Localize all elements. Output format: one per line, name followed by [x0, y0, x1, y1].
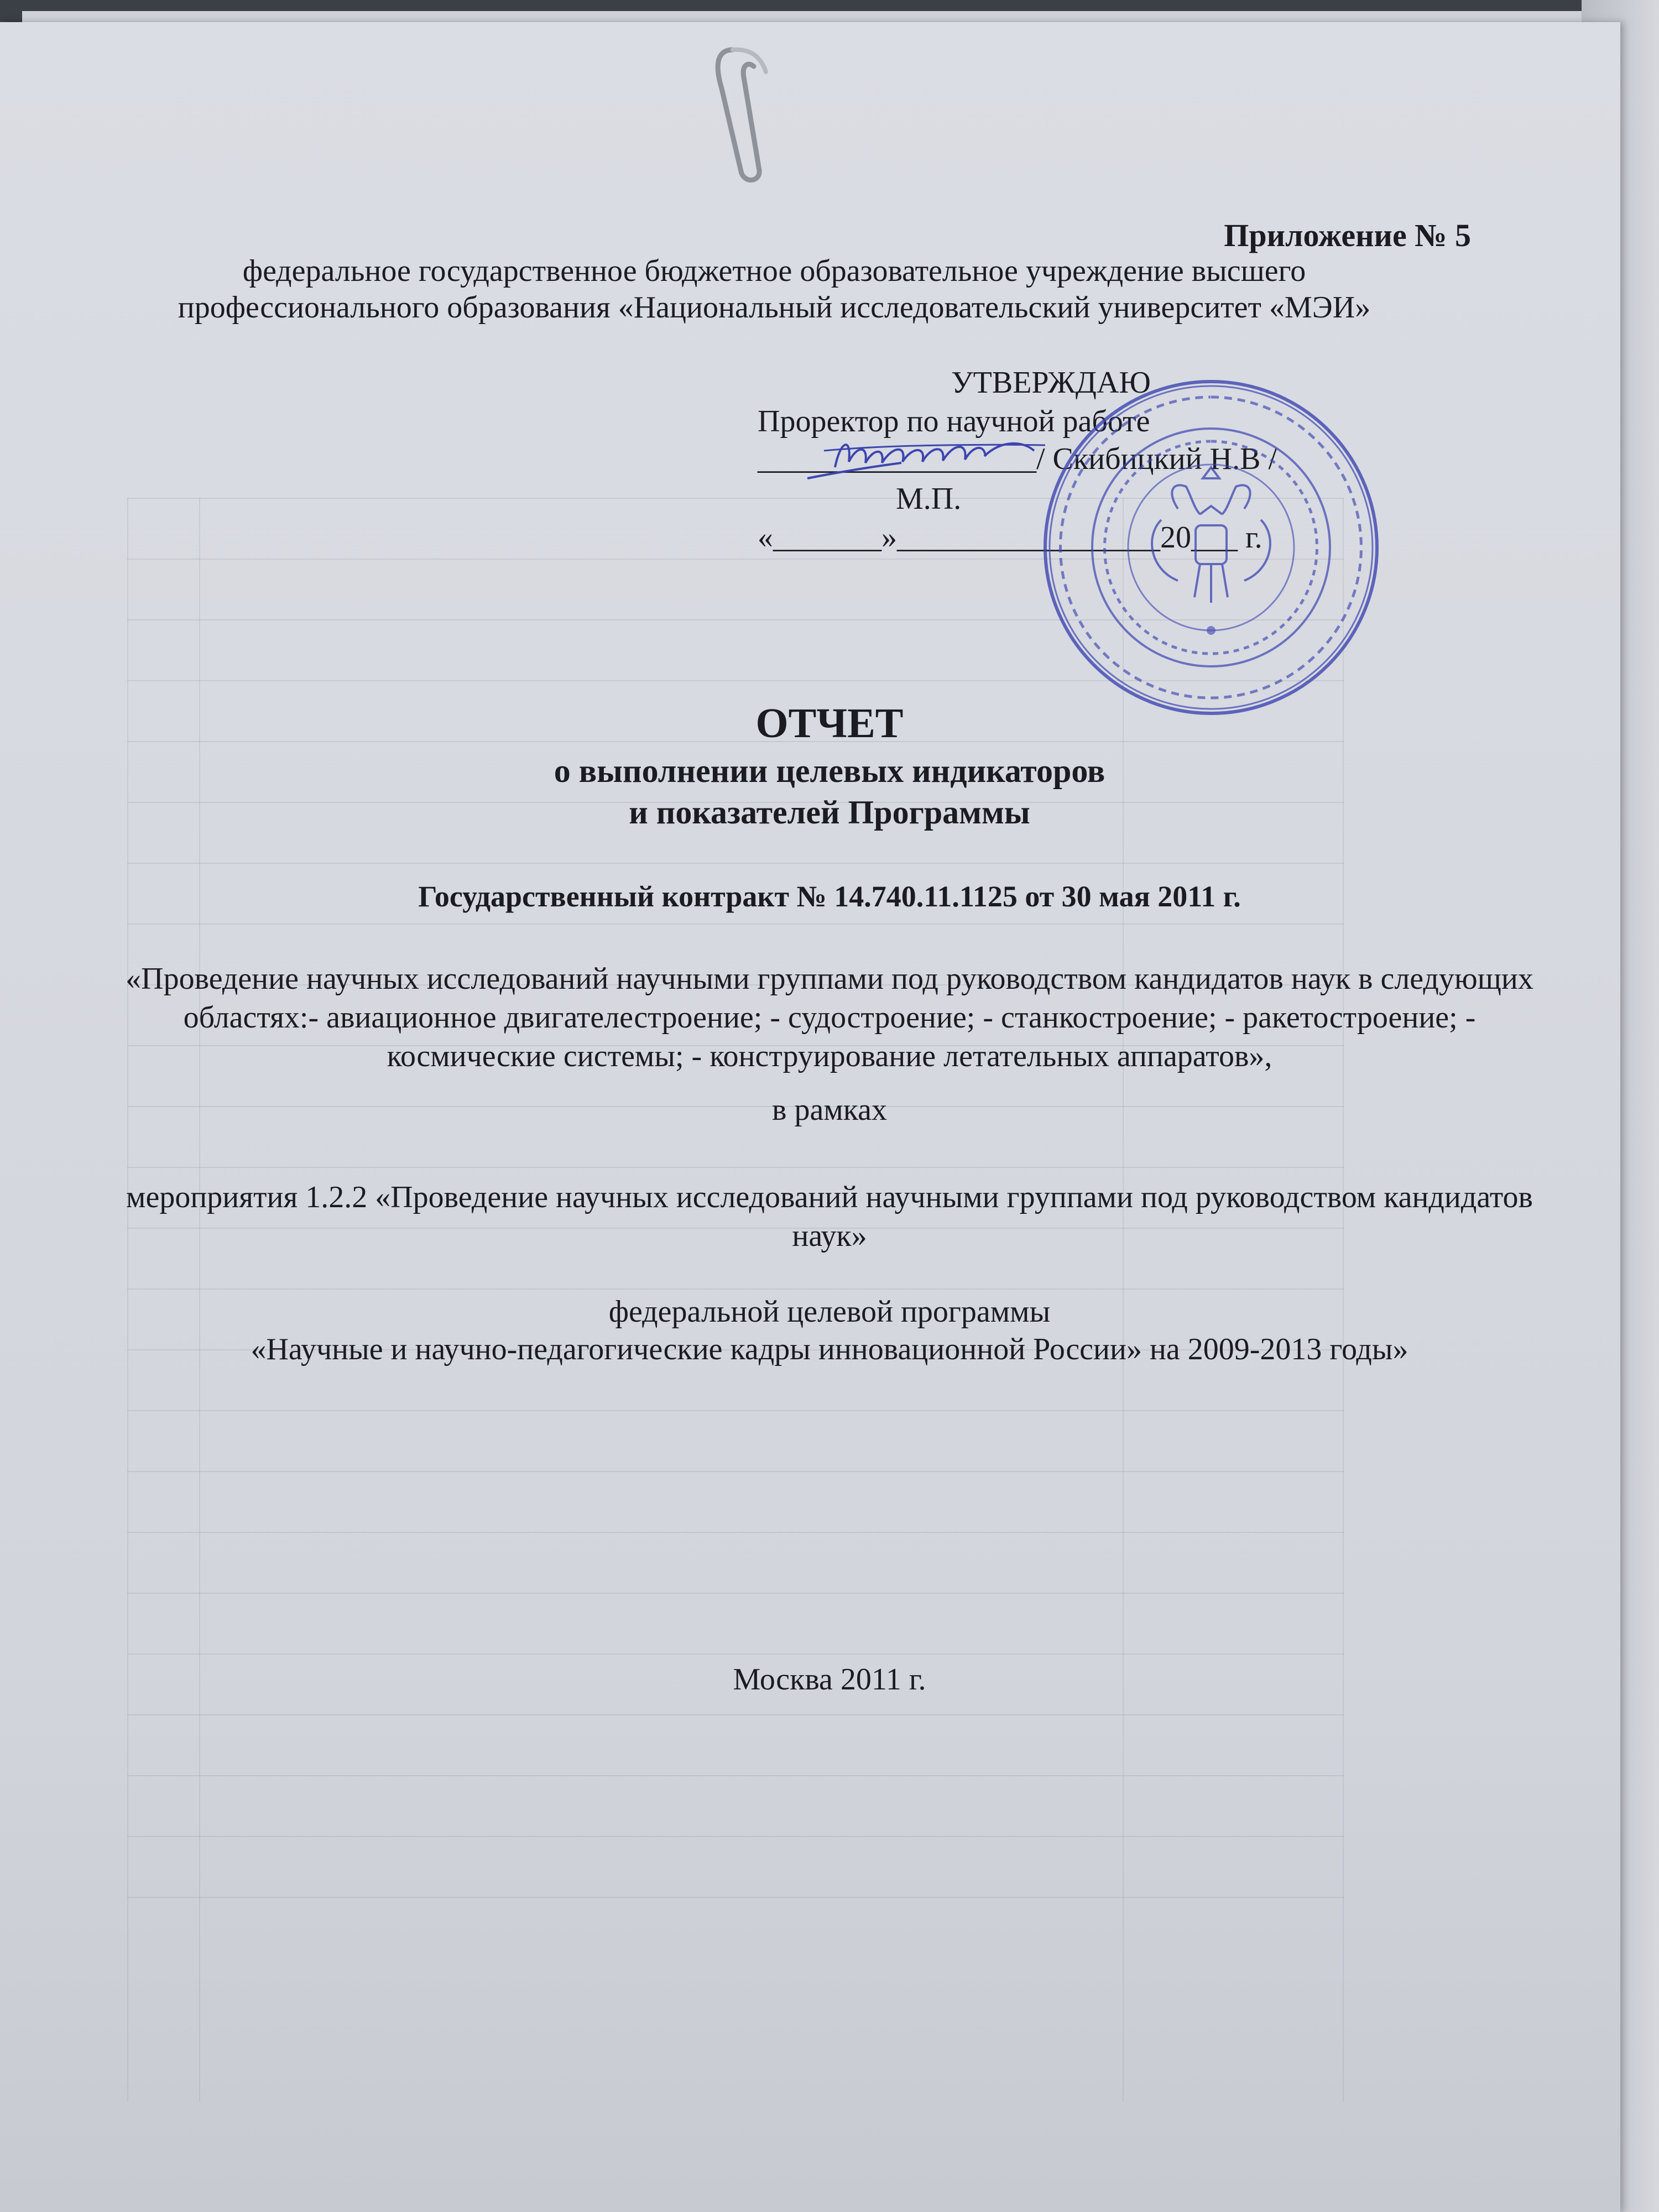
approval-heading: УТВЕРЖДАЮ	[951, 366, 1151, 400]
signature-line: __________________/ Скибицкий Н.В /	[758, 442, 1277, 476]
signature-mark	[802, 429, 1067, 489]
program-event: мероприятия 1.2.2 «Проведение научных исследований научными группами под руководством кандидатов наук»	[126, 1180, 1533, 1253]
document-page	[0, 22, 1620, 2212]
in-frame-label: в рамках	[772, 1093, 887, 1127]
organization-line-2: профессионального образования «Национальный исследовательский университет «МЭИ»	[178, 290, 1371, 325]
program-line-2: «Научные и научно-педагогические кадры инновационной России» на 2009-2013 годы»	[251, 1332, 1408, 1366]
program-line-1: федеральной целевой программы	[608, 1295, 1051, 1329]
appendix-label: Приложение № 5	[1224, 217, 1471, 253]
contract-number: Государственный контракт № 14.740.11.1125 от 30 мая 2011 г.	[418, 880, 1241, 913]
official-seal	[1034, 371, 1388, 724]
research-topic: «Проведение научных исследований научными группами под руководством кандидатов наук в следующих областях:- авиационное двигателестроение; - судостроение; - станкостроение; - ракетостроение; - космические системы; - конструирование летательных аппаратов»,	[126, 962, 1533, 1073]
report-subtitle-line-2: и показателей Программы	[629, 794, 1030, 831]
seal-place-label: М.П.	[896, 482, 962, 516]
approver-position: Проректор по научной работе	[758, 404, 1150, 439]
report-title: ОТЧЕТ	[755, 700, 904, 747]
organization-line-1: федеральное государственное бюджетное образовательное учреждение высшего	[242, 254, 1306, 288]
city-year: Москва 2011 г.	[733, 1662, 926, 1697]
approval-date-line: «_______»_________________20___ г.	[758, 520, 1262, 555]
paper-clip-icon	[711, 44, 777, 188]
report-subtitle-line-1: о выполнении целевых индикаторов	[554, 753, 1105, 789]
